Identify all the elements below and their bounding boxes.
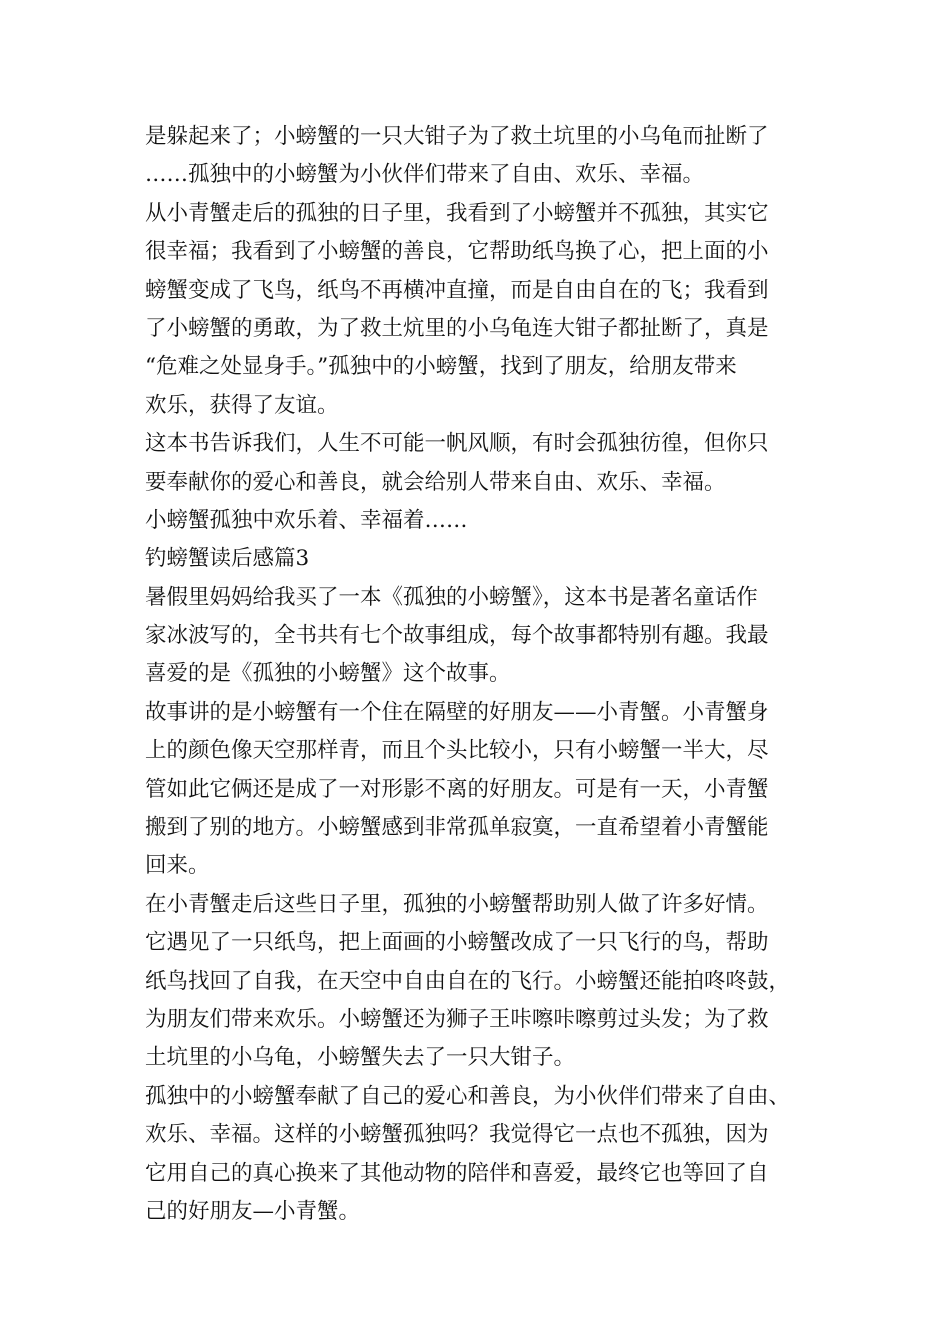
document-body: [145, 118, 815, 1231]
text-line: 故事讲的是小螃蟹有一个住在隔壁的好朋友——小青蟹。小青蟹身: [145, 699, 769, 725]
text-line: 为朋友们带来欢乐。小螃蟹还为狮子王咔嚓咔嚓剪过头发；为了救: [145, 1006, 769, 1032]
text-line: 家冰波写的，全书共有七个故事组成，每个故事都特别有趣。我最: [145, 623, 769, 649]
text-line: 要奉献你的爱心和善良，就会给别人带来自由、欢乐、幸福。: [145, 469, 726, 495]
text-line: 欢乐，获得了友谊。: [145, 392, 339, 418]
text-line: 孤独中的小螃蟹奉献了自己的爱心和善良，为小伙伴们带来了自由、: [145, 1083, 791, 1109]
text-line: 这本书告诉我们，人生不可能一帆风顺，有时会孤独彷徨，但你只: [145, 431, 769, 457]
text-line: 它用自己的真心换来了其他动物的陪伴和喜爱，最终它也等回了自: [145, 1160, 769, 1186]
text-line: 暑假里妈妈给我买了一本《孤独的小螃蟹》，这本书是著名童话作: [145, 584, 758, 610]
text-line: 上的颜色像天空那样青，而且个头比较小，只有小螃蟹一半大，尽: [145, 738, 769, 764]
text-line: 了小螃蟹的勇敢，为了救土炕里的小乌龟连大钳子都扯断了，真是: [145, 315, 769, 341]
text-line: 在小青蟹走后这些日子里，孤独的小螃蟹帮助别人做了许多好情。: [145, 891, 769, 917]
text-line: 螃蟹变成了飞鸟，纸鸟不再横冲直撞，而是自由自在的飞；我看到: [145, 277, 769, 303]
text-line: 欢乐、幸福。这样的小螃蟹孤独吗？我觉得它一点也不孤独，因为: [145, 1122, 769, 1148]
text-line: 纸鸟找回了自我，在天空中自由自在的飞行。小螃蟹还能拍咚咚鼓，: [145, 968, 791, 994]
text-line: 很幸福；我看到了小螃蟹的善良，它帮助纸鸟换了心，把上面的小: [145, 239, 769, 265]
text-line: 它遇见了一只纸鸟，把上面画的小螃蟹改成了一只飞行的鸟，帮助: [145, 930, 769, 956]
text-line: 喜爱的是《孤独的小螃蟹》这个故事。: [145, 661, 511, 687]
text-line: “危难之处显身手。”孤独中的小螃蟹，找到了朋友，给朋友带来: [145, 354, 737, 380]
text-line: 小螃蟹孤独中欢乐着、幸福着……: [145, 507, 468, 533]
text-line: 回来。: [145, 853, 210, 879]
text-line: 是躲起来了；小螃蟹的一只大钳子为了救土坑里的小乌龟而扯断了: [145, 124, 769, 149]
text-line: 己的好朋友—小青蟹。: [145, 1198, 361, 1224]
text-line: 土坑里的小乌龟，小螃蟹失去了一只大钳子。: [145, 1045, 576, 1071]
text-line: 搬到了别的地方。小螃蟹感到非常孤单寂寞，一直希望着小青蟹能: [145, 815, 769, 841]
text-line: 管如此它俩还是成了一对形影不离的好朋友。可是有一天，小青蟹: [145, 776, 769, 802]
text-line: 从小青蟹走后的孤独的日子里，我看到了小螃蟹并不孤独，其实它: [145, 200, 769, 226]
section-heading: 钓螃蟹读后感篇3: [145, 546, 310, 572]
text-line: ……孤独中的小螃蟹为小伙伴们带来了自由、欢乐、幸福。: [145, 162, 705, 188]
